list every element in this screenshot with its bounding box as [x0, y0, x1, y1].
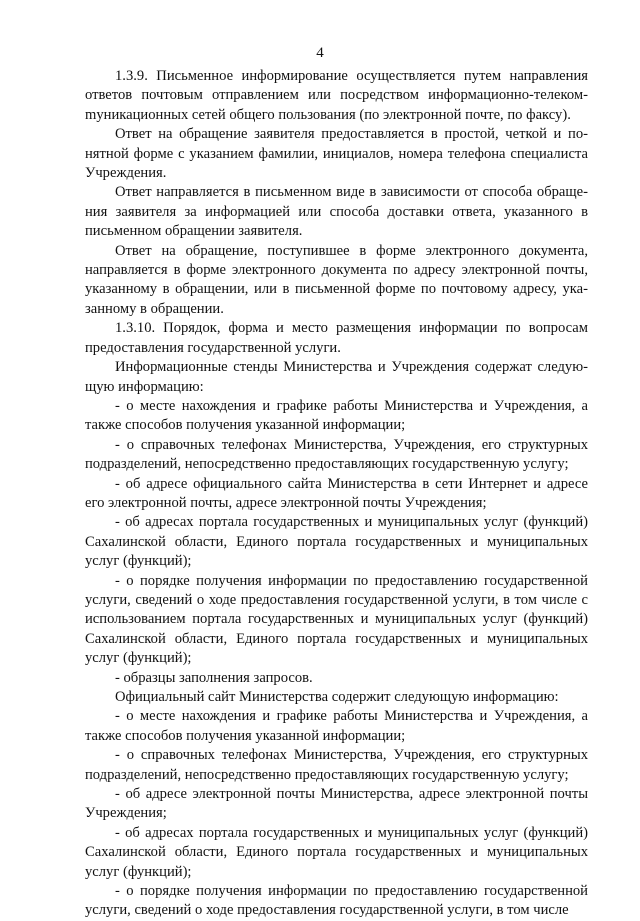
list-item: - о справочных телефонах Министерства, Учреждения, его структурных подразделений, непосредственно предоставляющих государственную услугу; — [85, 436, 588, 473]
list-item: - о месте нахождения и графике работы Министерства и Учреждения, а также способов получения указанной информации; — [85, 708, 588, 744]
list-item: - о месте нахождения и графике работы Министерства и Учреждения, а также способов получения указанной информации; — [85, 397, 588, 434]
paragraph-stands-intro: Информационные стенды Министерства и Учреждения содержат следующую информацию: — [85, 359, 588, 395]
list-item: - об адресе официального сайта Министерства в сети Интернет и адресе его электронной почты, адресе электронной почты Учреждения; — [85, 475, 588, 511]
list-item: - об адресах портала государственных и муниципальных услуг (функций) Сахалинской области, Единого портала государственных и муниципальных услуг (функций); — [85, 514, 588, 570]
page-number: 4 — [316, 45, 324, 61]
list-item: - о справочных телефонах Министерства, Учреждения, его структурных подразделений, непосредственно предоставляющих государственную услугу; — [85, 747, 588, 783]
document-body — [85, 67, 588, 921]
paragraph-response-method: Ответ направляется в письменном виде в зависимости от способа обращения заявителя за информацией или способа доставки ответа, указанного в письменном обращении заявителя. — [85, 184, 588, 240]
list-item: - образцы заполнения запросов. — [115, 669, 313, 686]
list-item: - о порядке получения информации по предоставлению государственной услуги, сведений о ходе предоставления государственной услуги, в том числе — [85, 883, 588, 919]
list-item: - об адресах портала государственных и муниципальных услуг (функций) Сахалинской области, Единого портала государственных и муниципальных услуг (функций); — [85, 824, 588, 880]
paragraph-website-intro: Официальный сайт Министерства содержит следующую информацию: — [115, 689, 559, 705]
list-item: - об адресе электронной почты Министерства, адресе электронной почты Учреждения; — [85, 786, 588, 822]
paragraph-electronic-response: Ответ на обращение, поступившее в форме электронного документа, направляется в форме электронного документа по адресу электронной почты, указанному в обращении, или в письменной форме по почтовому адресу, указанному в обращении. — [85, 242, 588, 317]
paragraph-1-3-10: 1.3.10. Порядок, форма и место размещения информации по вопросам предоставления государственной услуги. — [85, 320, 588, 356]
list-item: - о порядке получения информации по предоставлению государственной услуги, сведений о ходе предоставления государственной услуги, в том числе с использованием портала государственных и муниципальных услуг (функций) Сахалинской области, Единого портала государственных и муниципальных услуг (функций); — [85, 572, 588, 667]
paragraph-1-3-9: 1.3.9. Письменное информирование осуществляется путем направления ответов почтовым отправлением или посредством информационно-телекомmуникационных сетей общего пользования (по электронной почте, по факсу). — [85, 68, 588, 123]
paragraph-response-form: Ответ на обращение заявителя предоставляется в простой, четкой и понятной форме с указанием фамилии, инициалов, номера телефона специалиста Учреждения. — [85, 126, 588, 182]
